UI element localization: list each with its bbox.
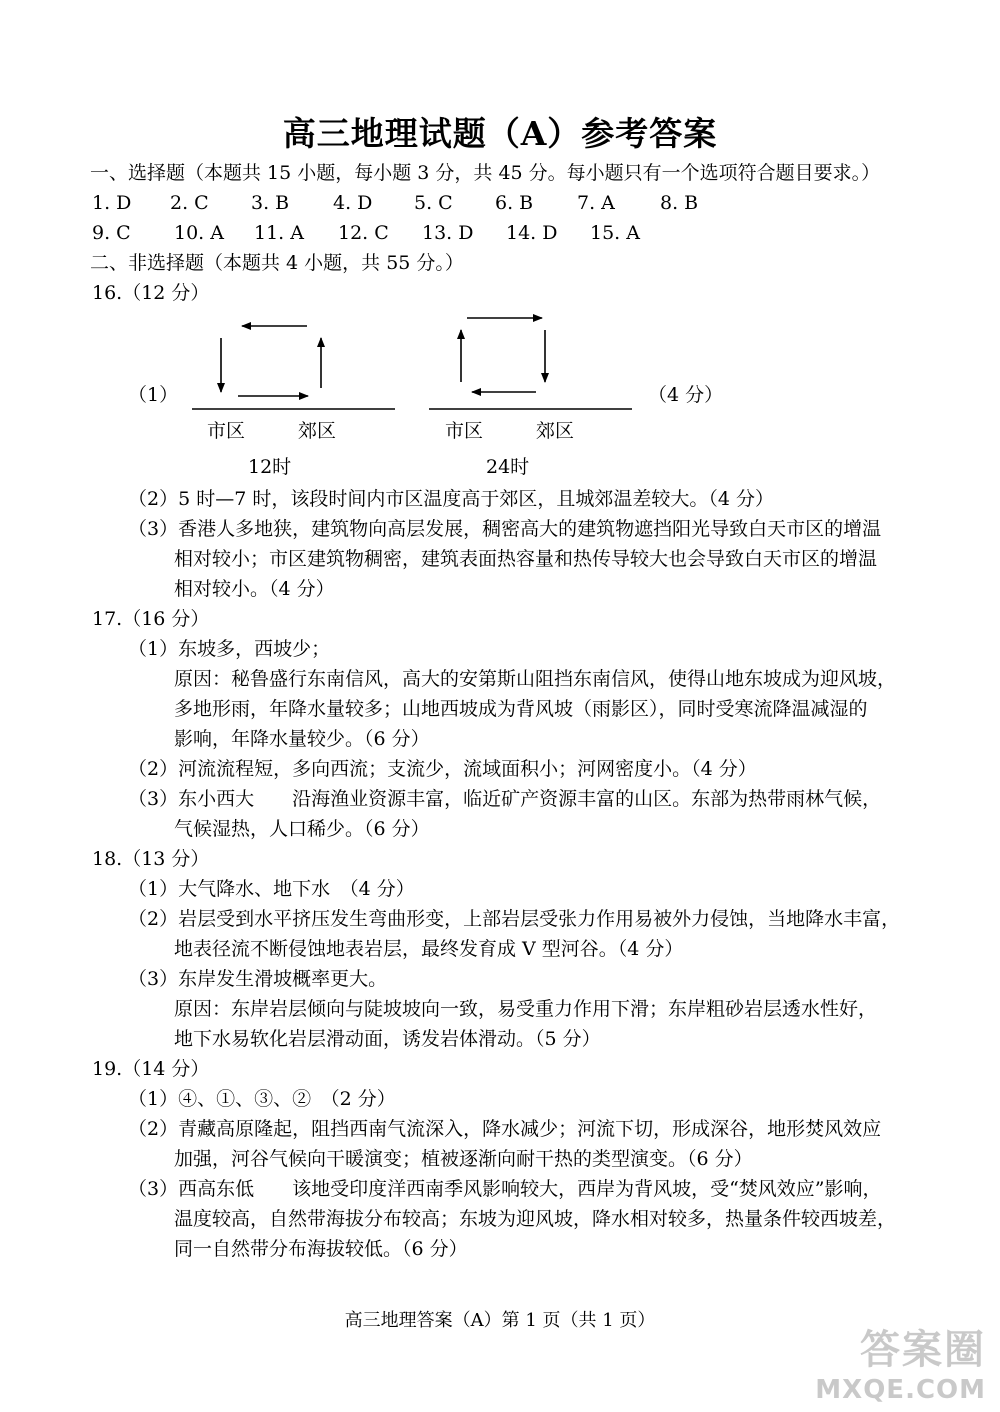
q17-p3-line1: （3）东小西大 沿海渔业资源丰富，临近矿产资源丰富的山区。东部为热带雨林气候， [128,788,882,810]
q16-p1-label: （1） [128,384,179,406]
q16-p1-score: （4 分） [648,384,724,406]
answer-item: 15. A [590,222,640,244]
q19-p3-line1: （3）西高东低 该地受印度洋西南季风影响较大，西岸为背风坡，受“焚风效应”影响， [128,1178,882,1200]
q17-header: 17.（16 分） [92,608,210,630]
q18-p2-line1: （2）岩层受到水平挤压发生弯曲形变，上部岩层受张力作用易被外力侵蚀，当地降水丰富， [128,908,901,930]
q17-p2: （2）河流流程短，多向西流；支流少，流域面积小；河网密度小。（4 分） [128,758,757,780]
page-footer: 高三地理答案（A）第 1 页（共 1 页） [344,1310,656,1331]
label-suburb: 郊区 [298,420,337,442]
q16-p2: （2）5 时—7 时，该段时间内市区温度高于郊区，且城郊温差较大。（4 分） [128,488,774,510]
q16-p3-line2: 相对较小；市区建筑物稠密，建筑表面热容量和热传导较大也会导致白天市区的增温 [174,548,878,570]
q18-p3-line3: 地下水易软化岩层滑动面，诱发岩体滑动。（5 分） [174,1028,601,1050]
answer-item: 11. A [254,222,304,244]
label-time: 12时 [248,456,292,478]
answer-item: 2. C [170,192,209,214]
q18-p3-line1: （3）东岸发生滑坡概率更大。 [128,968,388,990]
answer-item: 13. D [422,222,474,244]
label-urban: 市区 [445,420,484,442]
diagram-12h [192,326,395,478]
answer-item: 14. D [506,222,558,244]
q16-header: 16.（12 分） [92,282,210,304]
answer-item: 4. D [333,192,373,214]
q19-header: 19.（14 分） [92,1058,210,1080]
watermark [815,1318,986,1405]
q18-p1: （1）大气降水、地下水 （4 分） [128,878,415,900]
q19-p2-line1: （2）青藏高原隆起，阻挡西南气流深入，降水减少；河流下切，形成深谷，地形焚风效应 [128,1118,882,1140]
label-time: 24时 [486,456,530,478]
q18-p2-line2: 地表径流不断侵蚀地表岩层，最终发育成 V 型河谷。（4 分） [174,938,684,960]
q17-p3-line2: 气候湿热，人口稀少。（6 分） [174,818,430,840]
heat-island-circulation-diagram [0,300,1000,490]
label-suburb: 郊区 [536,420,575,442]
q19-p1: （1）④、①、③、② （2 分） [128,1088,396,1110]
q16-p3-line3: 相对较小。（4 分） [174,578,335,600]
answer-item: 1. D [92,192,132,214]
q19-p3-line2: 温度较高，自然带海拔分布较高；东坡为迎风坡，降水相对较多，热量条件较西坡差， [174,1208,897,1230]
watermark-url: MXQE.COM [815,1375,986,1405]
page-title: 高三地理试题（A）参考答案 [282,114,718,153]
q18-header: 18.（13 分） [92,848,210,870]
section1-heading: 一、选择题（本题共 15 小题，每小题 3 分，共 45 分。每小题只有一个选项符合题目要求。） [90,162,881,184]
diagram-24h [429,318,632,478]
q17-p1-line2: 原因：秘鲁盛行东南信风，高大的安第斯山阻挡东南信风，使得山地东坡成为迎风坡， [174,668,897,690]
section2-heading: 二、非选择题（本题共 4 小题，共 55 分。） [90,252,464,274]
q16-p3-line1: （3）香港人多地狭，建筑物向高层发展，稠密高大的建筑物遮挡阳光导致白天市区的增温 [128,518,882,540]
label-urban: 市区 [207,420,246,442]
q17-p1-line1: （1）东坡多，西坡少； [128,638,331,660]
answers-row-1 [92,188,698,218]
answer-item: 6. B [495,192,534,214]
answers-row-2 [92,218,640,248]
answer-item: 10. A [174,222,224,244]
answer-item: 9. C [92,222,131,244]
answer-item: 5. C [414,192,453,214]
q18-p3-line2: 原因：东岸岩层倾向与陡坡坡向一致，易受重力作用下滑；东岸粗砂岩层透水性好， [174,998,878,1020]
answer-item: 12. C [338,222,389,244]
q17-p1-line3: 多地形雨，年降水量较多；山地西坡成为背风坡（雨影区），同时受寒流降温减湿的 [174,698,868,720]
q19-p3-line3: 同一自然带分布海拔较低。（6 分） [174,1238,468,1260]
answer-item: 7. A [577,192,615,214]
watermark-logo-text: 答案圈 [860,1327,986,1373]
answer-item: 3. B [251,192,290,214]
answer-item: 8. B [660,192,699,214]
q19-p2-line2: 加强，河谷气候向干暖演变；植被逐渐向耐干热的类型演变。（6 分） [174,1148,753,1170]
q17-p1-line4: 影响，年降水量较少。（6 分） [174,728,430,750]
